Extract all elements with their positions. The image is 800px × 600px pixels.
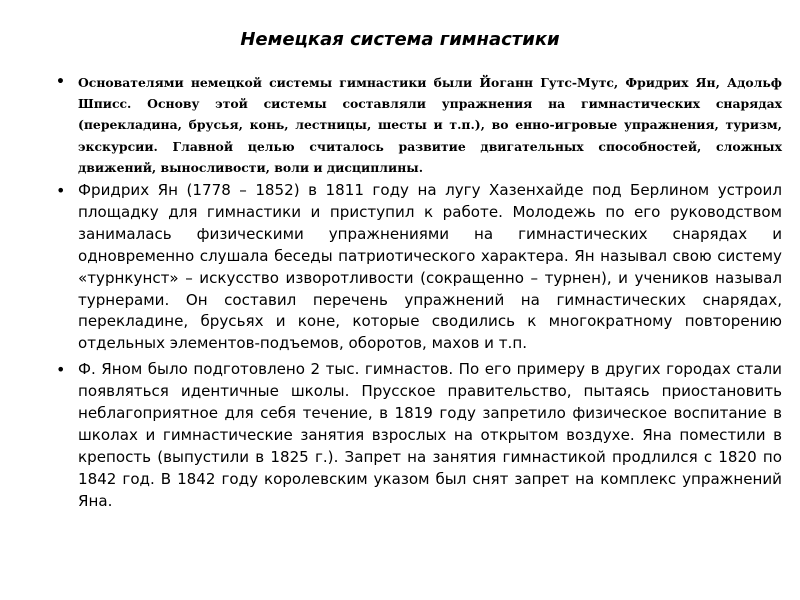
bullet-item-jahn	[56, 180, 782, 355]
bullet-icon: •	[56, 74, 65, 90]
bullet-item-ban	[56, 359, 782, 512]
bullet-icon: •	[56, 181, 66, 201]
slide-title: Немецкая система гимнастики	[240, 29, 560, 50]
bullet-text: Ф. Яном было подготовлено 2 тыс. гимнастов. По его примеру в других городах стали появляться идентичные школы. Прусское правительство, пытаясь приостановить неблагоприятное для себя течение, в 1819 году запретило физическое воспитание в школах и гимнастические занятия взрослых на открытом воздухе. Яна поместили в крепость (выпустили в 1825 г.). Запрет на занятия гимнастикой продлился с 1820 по 1842 год. В 1842 году королевским указом был снят запрет на комплекс упражнений Яна.	[78, 360, 782, 510]
bullet-item-founders	[56, 72, 782, 178]
bullet-text: Основателями немецкой системы гимнастики были Йоганн Гутс-Мутс, Фридрих Ян, Адольф Шписс. Основу этой системы составляли упражнения на гимнастических снарядах (перекладина, брусья, конь, лестницы, шесты и т.п.), во енно-игровые упражнения, туризм, экскурсии. Главной целью считалось развитие двигательных способностей, сложных движений, выносливости, воли и дисциплины.	[78, 75, 782, 175]
bullet-list	[56, 72, 782, 517]
bullet-icon: •	[56, 360, 66, 380]
bullet-text: Фридрих Ян (1778 – 1852) в 1811 году на лугу Хазенхайде под Берлином устроил площадку для гимнастики и приступил к работе. Молодежь по его руководством занималась физическими упражнениями на гимнастических снарядах и одновременно слушала беседы патриотического характера. Ян называл свою систему «турнкунст» – искусство изворотливости (сокращенно – турнен), и учеников называл турнерами. Он составил перечень упражнений на гимнастических снарядах, перекладине, брусьях и коне, которые сводились к многократному повторению отдельных элементов-подъемов, оборотов, махов и т.п.	[78, 181, 782, 353]
